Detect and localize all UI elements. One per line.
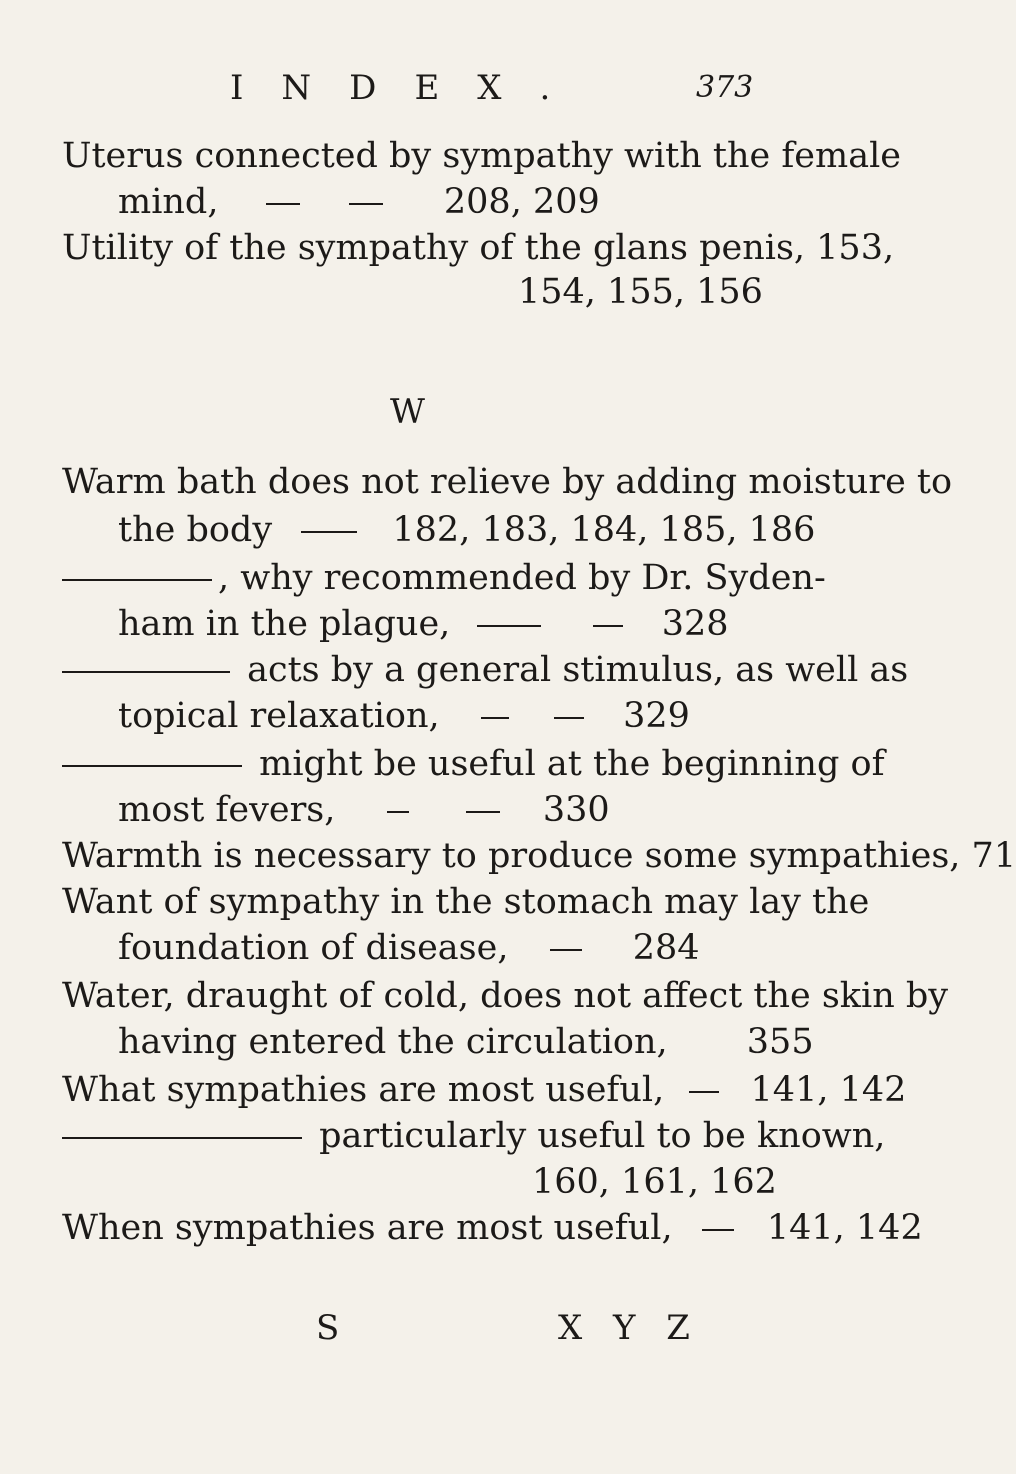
page-reference: 160, 161, 162 bbox=[532, 1162, 777, 1202]
entry-text: ham in the plague, bbox=[118, 604, 451, 644]
index-entry-line bbox=[62, 742, 885, 786]
index-entry-line bbox=[118, 694, 690, 738]
index-entry-line bbox=[62, 226, 894, 270]
section-letter-w: W bbox=[390, 392, 425, 432]
index-entry-line bbox=[62, 880, 869, 924]
dash-rule bbox=[266, 203, 300, 205]
index-entry-line bbox=[62, 974, 948, 1018]
index-entry-line bbox=[118, 180, 600, 224]
page-reference: 284 bbox=[632, 928, 700, 968]
page-reference: 208, 209 bbox=[443, 182, 600, 222]
entry-text: Utility of the sympathy of the glans penis, 153, bbox=[62, 228, 895, 268]
index-entry-line bbox=[62, 556, 826, 600]
index-entry-line bbox=[532, 1160, 777, 1204]
index-entry-line bbox=[62, 1206, 923, 1250]
dash-rule bbox=[62, 765, 242, 767]
entry-text: foundation of disease, bbox=[118, 928, 509, 968]
entry-text: topical relaxation, bbox=[118, 696, 440, 736]
index-entry-line bbox=[62, 460, 952, 504]
page-reference: 141, 142 bbox=[766, 1208, 923, 1248]
dash-rule bbox=[477, 625, 541, 627]
page-header bbox=[0, 68, 800, 108]
index-entry-line bbox=[62, 1114, 885, 1158]
dash-rule bbox=[387, 811, 409, 813]
index-entry-line bbox=[118, 788, 610, 832]
index-entry-line bbox=[118, 926, 700, 970]
entry-text: might be useful at the beginning of bbox=[259, 744, 885, 784]
section-letter-s: S bbox=[316, 1308, 340, 1348]
dash-rule bbox=[62, 671, 230, 673]
index-entry-line bbox=[62, 134, 901, 178]
page-reference: 328 bbox=[661, 604, 729, 644]
page-reference: 355 bbox=[746, 1022, 814, 1062]
running-title: INDEX. bbox=[230, 68, 589, 108]
dash-rule bbox=[593, 625, 623, 627]
page-reference: 154, 155, 156 bbox=[518, 272, 763, 312]
entry-text: particularly useful to be known, bbox=[319, 1116, 886, 1156]
entry-text: the body bbox=[118, 510, 273, 550]
index-entry-line bbox=[62, 1068, 906, 1112]
dash-rule bbox=[689, 1091, 719, 1093]
dash-rule bbox=[550, 949, 582, 951]
index-entry-line bbox=[118, 508, 815, 552]
dash-rule bbox=[301, 531, 357, 533]
index-entry-line bbox=[118, 602, 729, 646]
entry-text: Warmth is necessary to produce some sympathies, 71 bbox=[62, 836, 1016, 876]
dash-rule bbox=[702, 1229, 734, 1231]
entry-text: having entered the circulation, bbox=[118, 1022, 668, 1062]
dash-rule bbox=[349, 203, 383, 205]
dash-rule bbox=[466, 811, 500, 813]
entry-text: What sympathies are most useful, bbox=[62, 1070, 665, 1110]
index-entry-line bbox=[62, 648, 908, 692]
section-letters-xyz: X Y Z bbox=[558, 1308, 700, 1348]
page-reference: 330 bbox=[542, 790, 610, 830]
entry-text: Water, draught of cold, does not affect the skin by bbox=[62, 976, 949, 1016]
page-reference: 182, 183, 184, 185, 186 bbox=[392, 510, 816, 550]
page-reference: 141, 142 bbox=[750, 1070, 907, 1110]
entry-text: Warm bath does not relieve by adding moisture to bbox=[62, 462, 953, 502]
entry-text: acts by a general stimulus, as well as bbox=[247, 650, 909, 690]
page-reference: 329 bbox=[623, 696, 690, 736]
entry-text: Uterus connected by sympathy with the female bbox=[62, 136, 901, 176]
entry-text: When sympathies are most useful, bbox=[62, 1208, 673, 1248]
entry-text: Want of sympathy in the stomach may lay the bbox=[62, 882, 870, 922]
dash-rule bbox=[62, 579, 212, 581]
dash-rule bbox=[554, 717, 584, 719]
dash-rule bbox=[62, 1137, 302, 1139]
entry-text: , why recommended by Dr. Syden- bbox=[218, 558, 826, 598]
page-number: 373 bbox=[696, 70, 754, 105]
entry-text: most fevers, bbox=[118, 790, 336, 830]
index-entry-line bbox=[62, 834, 1016, 878]
index-entry-line bbox=[518, 270, 763, 314]
index-entry-line bbox=[118, 1020, 814, 1064]
dash-rule bbox=[481, 717, 509, 719]
entry-text: mind, bbox=[118, 182, 219, 222]
